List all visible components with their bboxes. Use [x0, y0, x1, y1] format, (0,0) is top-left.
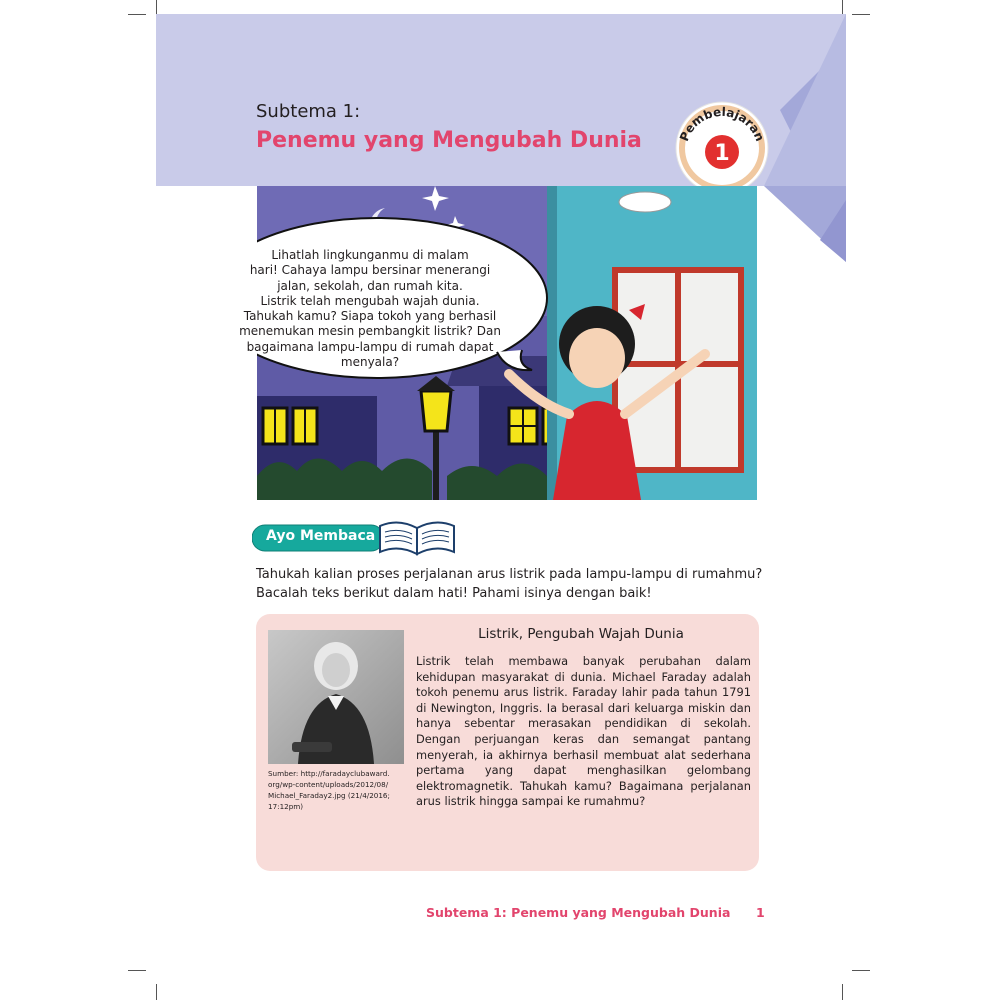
reading-title: Listrik, Pengubah Wajah Dunia	[478, 626, 684, 642]
footer-running-title: Subtema 1: Penemu yang Mengubah Dunia	[426, 905, 731, 920]
crop-mark	[128, 970, 146, 971]
intro-line: Tahukah kalian proses perjalanan arus listrik pada lampu-lampu di rumahmu?	[256, 567, 763, 582]
reading-body: Listrik telah membawa banyak perubahan dalam kehidupan masyarakat di dunia. Michael Faraday adalah tokoh penemu arus listrik. Faraday lahir pada tahun 1791 di Newington, Inggris. Ia berasal dari keluarga miskin dan hanya sebentar merasakan pendidikan di sekolah. Dengan perjuangan keras dan semangat pantang menyerah, ia akhirnya berhasil membuat alat sederhana pertama yang dapat menghasilkan gelombang elektromagnetik. Tahukah kamu? Bagaimana perjalanan arus listrik hingga sampai ke rumahmu?	[416, 654, 751, 809]
image-credit: Sumber: http://faradayclubaward. org/wp-content/uploads/2012/08/ Michael_Faraday2.jpg (21/4/2016; 17:12pm)	[268, 769, 390, 811]
lesson-badge	[674, 100, 770, 196]
crop-mark	[842, 984, 843, 1000]
intro-text	[256, 565, 776, 603]
badge-number: 1	[714, 141, 730, 166]
badge-word: Pembelajaran	[676, 104, 768, 144]
faraday-portrait	[268, 630, 404, 764]
open-book-icon	[376, 516, 458, 556]
intro-line: Bacalah teks berikut dalam hati! Pahami isinya dengan baik!	[256, 586, 652, 601]
page-number: 1	[756, 905, 765, 920]
crop-mark	[156, 984, 157, 1000]
speech-bubble-text: Lihatlah lingkunganmu di malam hari! Cahaya lampu bersinar menerangi jalan, sekolah, dan rumah kita. Listrik telah mengubah wajah dunia. Tahukah kamu? Siapa tokoh yang berhasil menemukan mesin pembangkit listrik? Dan bagaimana lampu-lampu di rumah dapat menyala?	[239, 248, 501, 370]
subtema-label: Subtema 1:	[256, 101, 361, 122]
section-label: Ayo Membaca	[266, 528, 376, 544]
crop-mark	[852, 970, 870, 971]
subtema-title: Penemu yang Mengubah Dunia	[256, 128, 642, 153]
